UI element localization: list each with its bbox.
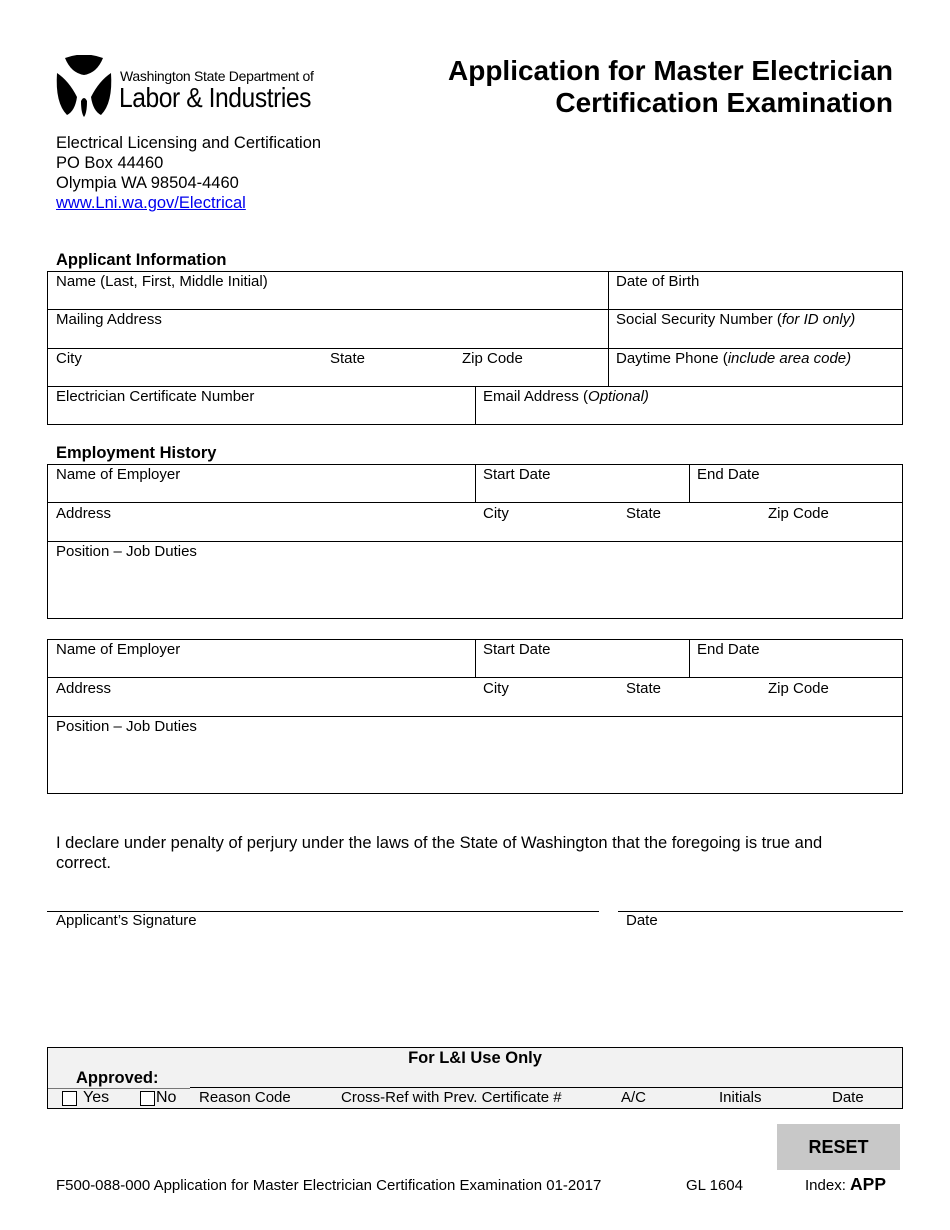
electrical-website-link[interactable]: www.Lni.wa.gov/Electrical [56, 194, 246, 212]
employment-history-heading: Employment History [56, 444, 217, 462]
email-field[interactable]: Email Address (Optional) [483, 388, 649, 405]
employer-2-name-field[interactable]: Name of Employer [56, 641, 181, 658]
employer-1-state-field[interactable]: State [626, 505, 662, 522]
employer-2-end-field[interactable]: End Date [697, 641, 760, 658]
employer-2-state-field[interactable]: State [626, 680, 662, 697]
page-title: Application for Master Electrician Certification Examination [448, 55, 893, 118]
mailing-address-field[interactable]: Mailing Address [56, 311, 162, 328]
employer-1-city-field[interactable]: City [483, 505, 509, 522]
gl-number: GL 1604 [686, 1177, 743, 1194]
employer-1-address-field[interactable]: Address [56, 505, 112, 522]
office-date-field[interactable]: Date [832, 1089, 864, 1106]
approved-label: Approved: [76, 1069, 159, 1087]
phone-field[interactable]: Daytime Phone (include area code) [616, 350, 852, 367]
perjury-declaration: I declare under penalty of perjury under the laws of the State of Washington that the foregoing is true and correct. [56, 834, 823, 872]
employer-2-city-field[interactable]: City [483, 680, 509, 697]
approved-no-checkbox[interactable] [140, 1091, 155, 1106]
approved-yes-label: Yes [83, 1089, 110, 1106]
state-field[interactable]: State [330, 350, 366, 367]
index-code: Index: APP [805, 1174, 887, 1194]
employer-1-zip-field[interactable]: Zip Code [768, 505, 829, 522]
initials-field[interactable]: Initials [719, 1089, 762, 1106]
applicant-info-heading: Applicant Information [56, 251, 227, 269]
name-field[interactable]: Name (Last, First, Middle Initial) [56, 273, 268, 290]
ssn-field[interactable]: Social Security Number (for ID only) [616, 311, 856, 328]
employer-2-zip-field[interactable]: Zip Code [768, 680, 829, 697]
reason-code-field[interactable]: Reason Code [199, 1089, 291, 1106]
city-field[interactable]: City [56, 350, 82, 367]
employer-2-address-field[interactable]: Address [56, 680, 112, 697]
employer-2-duties-field[interactable]: Position – Job Duties [56, 718, 197, 735]
signature-date-line [618, 911, 903, 912]
employer-1-name-field[interactable]: Name of Employer [56, 466, 181, 483]
approved-yes-checkbox[interactable] [62, 1091, 77, 1106]
employer-2-box [47, 639, 903, 794]
ac-field[interactable]: A/C [621, 1089, 647, 1106]
employer-1-duties-field[interactable]: Position – Job Duties [56, 543, 197, 560]
org-name-line1: Washington State Department of [120, 68, 314, 84]
approved-no-label: No [156, 1089, 177, 1106]
signature-date-field[interactable]: Date [626, 912, 658, 929]
certificate-number-field[interactable]: Electrician Certificate Number [56, 388, 255, 405]
employer-1-start-field[interactable]: Start Date [483, 466, 551, 483]
employer-1-end-field[interactable]: End Date [697, 466, 760, 483]
reset-button[interactable]: RESET [777, 1124, 900, 1170]
mailing-address-block: Electrical Licensing and Certification PO Box 44460 Olympia WA 98504-4460 www.Lni.wa.gov/Electrical [56, 134, 322, 212]
dob-field[interactable]: Date of Birth [616, 273, 700, 290]
applicant-info-box [47, 271, 903, 425]
zip-field[interactable]: Zip Code [462, 350, 523, 367]
form-number: F500-088-000 Application for Master Electrician Certification Examination 01-2017 [56, 1177, 602, 1194]
employer-1-box [47, 464, 903, 619]
employer-2-start-field[interactable]: Start Date [483, 641, 551, 658]
lni-logo-icon [55, 55, 113, 117]
org-name-line2: Labor & Industries [119, 82, 312, 113]
cross-ref-field[interactable]: Cross-Ref with Prev. Certificate # [341, 1089, 562, 1106]
signature-field[interactable]: Applicant’s Signature [56, 912, 197, 929]
office-use-title: For L&I Use Only [408, 1049, 542, 1067]
office-use-box [47, 1047, 903, 1109]
